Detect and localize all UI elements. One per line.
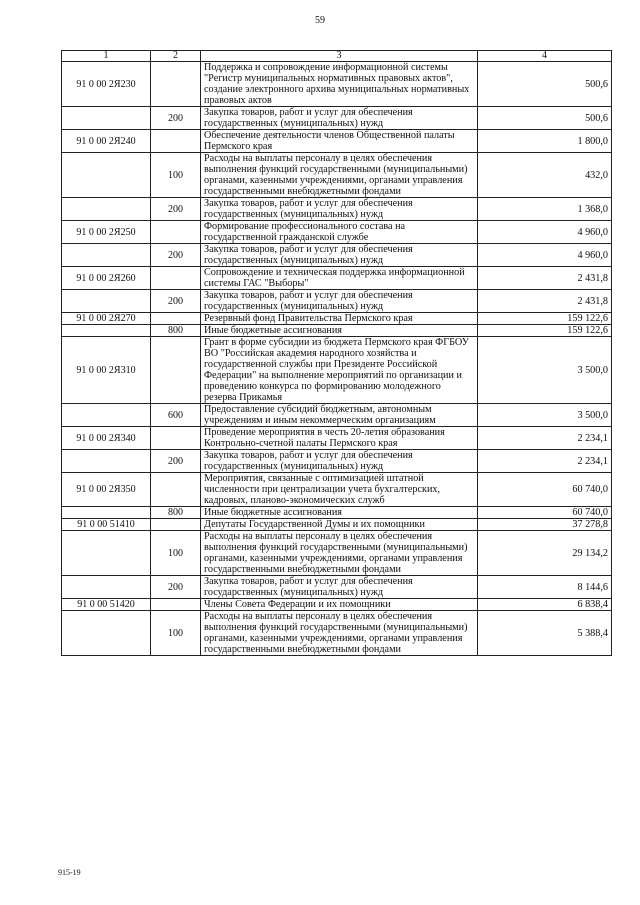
amount-value: 3 500,0	[478, 337, 612, 404]
amount-value: 159 122,6	[478, 313, 612, 325]
amount-value: 29 134,2	[478, 531, 612, 576]
table-row	[62, 290, 612, 313]
expense-type-code	[151, 519, 201, 531]
table-row	[62, 267, 612, 290]
target-article-code	[62, 153, 151, 198]
document-footer-code: 915-19	[58, 868, 81, 877]
expense-name: Расходы на выплаты персоналу в целях обеспечения выполнения функций государственными (муниципальными) органами, казенными учреждениями, органами управления государственными внебюджетными фондами	[201, 153, 478, 198]
target-article-code	[62, 404, 151, 427]
amount-value: 2 431,8	[478, 290, 612, 313]
expense-name: Закупка товаров, работ и услуг для обеспечения государственных (муниципальных) нужд	[201, 290, 478, 313]
expense-name: Иные бюджетные ассигнования	[201, 507, 478, 519]
amount-value: 159 122,6	[478, 325, 612, 337]
amount-value: 1 800,0	[478, 130, 612, 153]
table-row	[62, 427, 612, 450]
table-row	[62, 221, 612, 244]
table-row	[62, 198, 612, 221]
column-header-3: 3	[201, 51, 478, 62]
column-header-2: 2	[151, 51, 201, 62]
expense-name: Закупка товаров, работ и услуг для обеспечения государственных (муниципальных) нужд	[201, 198, 478, 221]
expense-type-code	[151, 427, 201, 450]
table-row	[62, 599, 612, 611]
amount-value: 60 740,0	[478, 473, 612, 507]
expense-name: Мероприятия, связанные с оптимизацией штатной численности при централизации учета бухгалтерских, кадровых, планово-экономических служб	[201, 473, 478, 507]
target-article-code	[62, 531, 151, 576]
table-row	[62, 153, 612, 198]
amount-value: 60 740,0	[478, 507, 612, 519]
table-row	[62, 576, 612, 599]
table-row	[62, 519, 612, 531]
table-row	[62, 313, 612, 325]
expense-name: Сопровождение и техническая поддержка информационной системы ГАС "Выборы"	[201, 267, 478, 290]
table-row	[62, 507, 612, 519]
target-article-code: 91 0 00 2Я250	[62, 221, 151, 244]
amount-value: 37 278,8	[478, 519, 612, 531]
target-article-code: 91 0 00 51420	[62, 599, 151, 611]
table-row	[62, 404, 612, 427]
amount-value: 500,6	[478, 107, 612, 130]
expense-type-code: 200	[151, 244, 201, 267]
budget-table-body	[62, 51, 612, 656]
target-article-code: 91 0 00 2Я230	[62, 62, 151, 107]
target-article-code	[62, 325, 151, 337]
target-article-code: 91 0 00 2Я310	[62, 337, 151, 404]
expense-name: Предоставление субсидий бюджетным, автономным учреждениям и иным некоммерческим организациям	[201, 404, 478, 427]
target-article-code	[62, 576, 151, 599]
budget-table	[61, 50, 612, 656]
expense-name: Проведение мероприятия в честь 20-летия образования Контрольно-счетной палаты Пермского края	[201, 427, 478, 450]
table-row	[62, 130, 612, 153]
amount-value: 4 960,0	[478, 221, 612, 244]
amount-value: 2 431,8	[478, 267, 612, 290]
amount-value: 432,0	[478, 153, 612, 198]
expense-name: Закупка товаров, работ и услуг для обеспечения государственных (муниципальных) нужд	[201, 450, 478, 473]
expense-type-code: 200	[151, 450, 201, 473]
target-article-code	[62, 290, 151, 313]
expense-name: Обеспечение деятельности членов Общественной палаты Пермского края	[201, 130, 478, 153]
table-header-row	[62, 51, 612, 62]
expense-type-code: 800	[151, 325, 201, 337]
expense-name: Закупка товаров, работ и услуг для обеспечения государственных (муниципальных) нужд	[201, 244, 478, 267]
table-row	[62, 473, 612, 507]
target-article-code: 91 0 00 2Я340	[62, 427, 151, 450]
expense-type-code	[151, 313, 201, 325]
expense-name: Расходы на выплаты персоналу в целях обеспечения выполнения функций государственными (муниципальными) органами, казенными учреждениями, органами управления государственными внебюджетными фондами	[201, 611, 478, 656]
expense-name: Закупка товаров, работ и услуг для обеспечения государственных (муниципальных) нужд	[201, 576, 478, 599]
expense-name: Члены Совета Федерации и их помощники	[201, 599, 478, 611]
target-article-code	[62, 450, 151, 473]
target-article-code	[62, 611, 151, 656]
amount-value: 5 388,4	[478, 611, 612, 656]
target-article-code	[62, 198, 151, 221]
expense-type-code: 200	[151, 290, 201, 313]
target-article-code: 91 0 00 2Я270	[62, 313, 151, 325]
target-article-code: 91 0 00 2Я240	[62, 130, 151, 153]
expense-type-code	[151, 267, 201, 290]
table-row	[62, 337, 612, 404]
target-article-code: 91 0 00 2Я260	[62, 267, 151, 290]
expense-type-code: 100	[151, 531, 201, 576]
expense-name: Закупка товаров, работ и услуг для обеспечения государственных (муниципальных) нужд	[201, 107, 478, 130]
amount-value: 8 144,6	[478, 576, 612, 599]
amount-value: 500,6	[478, 62, 612, 107]
table-row	[62, 62, 612, 107]
expense-type-code: 100	[151, 153, 201, 198]
expense-type-code: 200	[151, 198, 201, 221]
expense-name: Грант в форме субсидии из бюджета Пермского края ФГБОУ ВО "Российская академия народного хозяйства и государственной службы при Президенте Российской Федерации" на выполнение мероприятий по организации и проведению конкурса по формированию молодежного резерва Прикамья	[201, 337, 478, 404]
expense-type-code	[151, 130, 201, 153]
target-article-code	[62, 107, 151, 130]
table-row	[62, 611, 612, 656]
target-article-code	[62, 244, 151, 267]
table-row	[62, 531, 612, 576]
amount-value: 2 234,1	[478, 450, 612, 473]
amount-value: 3 500,0	[478, 404, 612, 427]
amount-value: 4 960,0	[478, 244, 612, 267]
expense-type-code: 200	[151, 107, 201, 130]
table-row	[62, 244, 612, 267]
expense-type-code: 800	[151, 507, 201, 519]
expense-name: Резервный фонд Правительства Пермского края	[201, 313, 478, 325]
expense-type-code	[151, 599, 201, 611]
amount-value: 6 838,4	[478, 599, 612, 611]
expense-type-code	[151, 337, 201, 404]
page-number: 59	[315, 15, 325, 26]
expense-type-code	[151, 62, 201, 107]
amount-value: 2 234,1	[478, 427, 612, 450]
table-row	[62, 107, 612, 130]
expense-name: Поддержка и сопровождение информационной системы "Регистр муниципальных нормативных правовых актов", создание электронного архива муниципальных нормативных правовых актов	[201, 62, 478, 107]
target-article-code: 91 0 00 2Я350	[62, 473, 151, 507]
expense-type-code: 100	[151, 611, 201, 656]
expense-type-code: 200	[151, 576, 201, 599]
expense-type-code: 600	[151, 404, 201, 427]
table-row	[62, 325, 612, 337]
expense-name: Депутаты Государственной Думы и их помощники	[201, 519, 478, 531]
amount-value: 1 368,0	[478, 198, 612, 221]
target-article-code: 91 0 00 51410	[62, 519, 151, 531]
expense-type-code	[151, 473, 201, 507]
target-article-code	[62, 507, 151, 519]
expense-name: Иные бюджетные ассигнования	[201, 325, 478, 337]
expense-name: Формирование профессионального состава на государственной гражданской службе	[201, 221, 478, 244]
column-header-1: 1	[62, 51, 151, 62]
table-row	[62, 450, 612, 473]
expense-name: Расходы на выплаты персоналу в целях обеспечения выполнения функций государственными (муниципальными) органами, казенными учреждениями, органами управления государственными внебюджетными фондами	[201, 531, 478, 576]
column-header-4: 4	[478, 51, 612, 62]
expense-type-code	[151, 221, 201, 244]
